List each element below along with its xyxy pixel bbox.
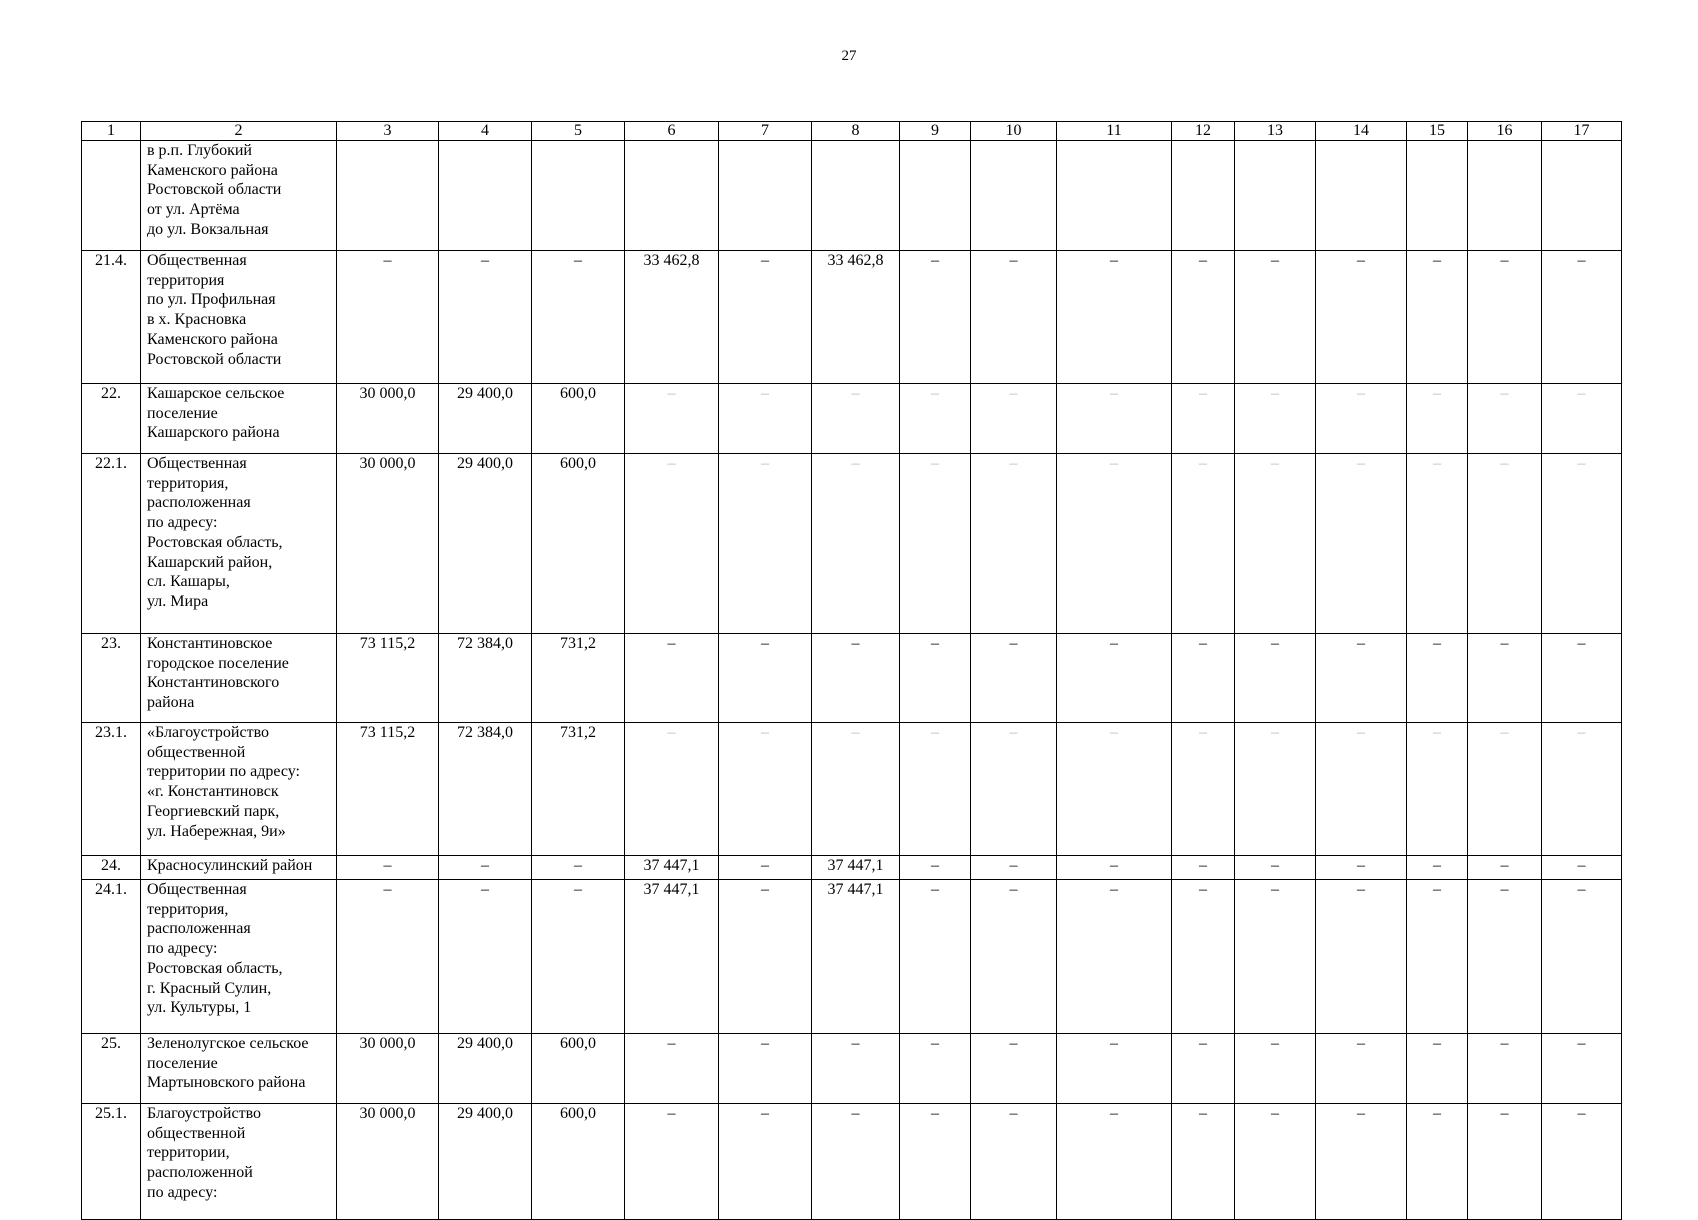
column-number-header: 10 — [971, 122, 1057, 141]
value-cell: – — [1316, 1034, 1407, 1104]
value-cell: – — [1235, 856, 1316, 880]
row-number-cell: 25. — [82, 1034, 141, 1104]
value-cell: 600,0 — [532, 454, 625, 634]
value-cell: – — [900, 251, 971, 384]
value-cell: – — [719, 1104, 812, 1220]
value-cell: – — [625, 384, 719, 454]
value-cell: – — [971, 251, 1057, 384]
value-cell: – — [439, 856, 532, 880]
value-cell: – — [900, 634, 971, 723]
value-cell — [1468, 141, 1542, 251]
value-cell: – — [719, 880, 812, 1034]
value-cell: – — [1468, 880, 1542, 1034]
value-cell: – — [1235, 454, 1316, 634]
value-cell: 37 447,1 — [625, 880, 719, 1034]
value-cell: 30 000,0 — [337, 1104, 439, 1220]
table-header-row — [82, 122, 1622, 141]
value-cell: – — [1407, 856, 1468, 880]
value-cell — [1172, 141, 1235, 251]
value-cell: – — [1172, 880, 1235, 1034]
value-cell: – — [1235, 1034, 1316, 1104]
value-cell: – — [812, 384, 900, 454]
page-number: 27 — [841, 48, 857, 64]
value-cell: – — [719, 634, 812, 723]
value-cell: – — [1057, 454, 1172, 634]
row-name-cell: Общественная территория по ул. Профильная в х. Красновка Каменского района Ростовской области — [141, 251, 337, 384]
value-cell: – — [1172, 1034, 1235, 1104]
value-cell: 600,0 — [532, 1034, 625, 1104]
value-cell: 72 384,0 — [439, 723, 532, 856]
column-number-header: 14 — [1316, 122, 1407, 141]
column-number-header: 13 — [1235, 122, 1316, 141]
value-cell — [1057, 141, 1172, 251]
value-cell: 73 115,2 — [337, 634, 439, 723]
value-cell: – — [1407, 1104, 1468, 1220]
value-cell: – — [1235, 634, 1316, 723]
value-cell: 73 115,2 — [337, 723, 439, 856]
value-cell: 29 400,0 — [439, 1104, 532, 1220]
value-cell: – — [1407, 880, 1468, 1034]
row-number-cell — [82, 141, 141, 251]
row-number-cell: 21.4. — [82, 251, 141, 384]
value-cell: – — [1057, 251, 1172, 384]
value-cell: – — [1057, 384, 1172, 454]
value-cell: – — [1172, 723, 1235, 856]
table-row — [82, 723, 1622, 856]
table-row — [82, 880, 1622, 1034]
row-name-cell: «Благоустройство общественной территории по адресу: «г. Константиновск Георгиевский парк, ул. Набережная, 9и» — [141, 723, 337, 856]
value-cell: – — [1316, 251, 1407, 384]
value-cell: – — [719, 723, 812, 856]
value-cell — [719, 141, 812, 251]
value-cell: – — [532, 251, 625, 384]
value-cell: – — [971, 723, 1057, 856]
value-cell: 600,0 — [532, 1104, 625, 1220]
value-cell — [1407, 141, 1468, 251]
value-cell: – — [900, 384, 971, 454]
value-cell: – — [971, 1104, 1057, 1220]
value-cell: – — [625, 1104, 719, 1220]
value-cell: – — [337, 880, 439, 1034]
value-cell: – — [1235, 880, 1316, 1034]
value-cell: – — [1316, 454, 1407, 634]
value-cell — [337, 141, 439, 251]
column-number-header: 8 — [812, 122, 900, 141]
row-number-cell: 25.1. — [82, 1104, 141, 1220]
value-cell: 29 400,0 — [439, 384, 532, 454]
value-cell: – — [1542, 1104, 1622, 1220]
column-number-header: 11 — [1057, 122, 1172, 141]
table-row — [82, 251, 1622, 384]
value-cell — [439, 141, 532, 251]
value-cell: – — [971, 880, 1057, 1034]
value-cell: – — [1316, 634, 1407, 723]
column-number-header: 4 — [439, 122, 532, 141]
value-cell: – — [1468, 251, 1542, 384]
row-number-cell: 22. — [82, 384, 141, 454]
value-cell: – — [625, 454, 719, 634]
row-number-cell: 24. — [82, 856, 141, 880]
table-row — [82, 1104, 1622, 1220]
row-name-cell: Благоустройство общественной территории, расположенной по адресу: — [141, 1104, 337, 1220]
value-cell: 33 462,8 — [812, 251, 900, 384]
value-cell: – — [900, 856, 971, 880]
value-cell: – — [1057, 880, 1172, 1034]
row-name-cell: Красносулинский район — [141, 856, 337, 880]
value-cell: – — [971, 454, 1057, 634]
table-row — [82, 141, 1622, 251]
value-cell: – — [1542, 856, 1622, 880]
value-cell — [625, 141, 719, 251]
value-cell: 30 000,0 — [337, 1034, 439, 1104]
value-cell: – — [1172, 856, 1235, 880]
value-cell: – — [1542, 454, 1622, 634]
value-cell — [971, 141, 1057, 251]
value-cell: – — [337, 251, 439, 384]
value-cell — [812, 141, 900, 251]
value-cell: – — [1407, 634, 1468, 723]
value-cell: – — [1468, 634, 1542, 723]
value-cell: – — [1316, 384, 1407, 454]
column-number-header: 3 — [337, 122, 439, 141]
value-cell: – — [1057, 723, 1172, 856]
value-cell: – — [1542, 880, 1622, 1034]
value-cell: – — [439, 251, 532, 384]
value-cell: – — [532, 880, 625, 1034]
value-cell: – — [1542, 1034, 1622, 1104]
value-cell: – — [971, 384, 1057, 454]
value-cell: – — [900, 1034, 971, 1104]
value-cell: – — [900, 1104, 971, 1220]
row-name-cell: Кашарское сельское поселение Кашарского района — [141, 384, 337, 454]
value-cell: – — [971, 1034, 1057, 1104]
table-row — [82, 634, 1622, 723]
value-cell: – — [1468, 1034, 1542, 1104]
value-cell: – — [1172, 454, 1235, 634]
value-cell: – — [337, 856, 439, 880]
value-cell: 29 400,0 — [439, 454, 532, 634]
value-cell: – — [1172, 1104, 1235, 1220]
value-cell: – — [1235, 1104, 1316, 1220]
value-cell: – — [1468, 384, 1542, 454]
row-name-cell: Общественная территория, расположенная по адресу: Ростовская область, Кашарский район, сл. Кашары, ул. Мира — [141, 454, 337, 634]
value-cell: – — [1542, 634, 1622, 723]
value-cell: – — [1316, 1104, 1407, 1220]
value-cell: – — [1407, 454, 1468, 634]
value-cell: – — [971, 856, 1057, 880]
value-cell — [1316, 141, 1407, 251]
value-cell: – — [1235, 384, 1316, 454]
value-cell: 37 447,1 — [812, 880, 900, 1034]
value-cell — [1235, 141, 1316, 251]
value-cell: – — [1235, 723, 1316, 856]
value-cell: – — [439, 880, 532, 1034]
value-cell: – — [532, 856, 625, 880]
column-number-header: 6 — [625, 122, 719, 141]
value-cell — [900, 141, 971, 251]
column-number-header: 1 — [82, 122, 141, 141]
value-cell: 37 447,1 — [812, 856, 900, 880]
column-number-header: 16 — [1468, 122, 1542, 141]
value-cell: – — [625, 1034, 719, 1104]
row-number-cell: 22.1. — [82, 454, 141, 634]
value-cell: – — [1407, 723, 1468, 856]
value-cell: – — [719, 454, 812, 634]
value-cell: 72 384,0 — [439, 634, 532, 723]
value-cell: – — [1057, 856, 1172, 880]
value-cell: – — [1407, 384, 1468, 454]
column-number-header: 15 — [1407, 122, 1468, 141]
value-cell: – — [1407, 1034, 1468, 1104]
value-cell: – — [1316, 856, 1407, 880]
value-cell: – — [1316, 723, 1407, 856]
row-name-cell: Константиновское городское поселение Константиновского района — [141, 634, 337, 723]
value-cell: 37 447,1 — [625, 856, 719, 880]
value-cell: – — [1468, 723, 1542, 856]
column-number-header: 17 — [1542, 122, 1622, 141]
budget-table — [81, 121, 1622, 1220]
value-cell: – — [1542, 384, 1622, 454]
value-cell: – — [1172, 384, 1235, 454]
value-cell: 29 400,0 — [439, 1034, 532, 1104]
value-cell: – — [812, 723, 900, 856]
column-number-header: 5 — [532, 122, 625, 141]
value-cell: – — [1057, 1104, 1172, 1220]
row-name-cell: в р.п. Глубокий Каменского района Ростовской области от ул. Артёма до ул. Вокзальная — [141, 141, 337, 251]
row-name-cell: Зеленолугское сельское поселение Мартыновского района — [141, 1034, 337, 1104]
value-cell: – — [971, 634, 1057, 723]
row-number-cell: 23.1. — [82, 723, 141, 856]
value-cell: – — [625, 634, 719, 723]
value-cell: 30 000,0 — [337, 384, 439, 454]
row-name-cell: Общественная территория, расположенная по адресу: Ростовская область, г. Красный Сулин, ул. Культуры, 1 — [141, 880, 337, 1034]
value-cell: – — [1468, 856, 1542, 880]
value-cell: – — [1172, 251, 1235, 384]
value-cell: – — [719, 384, 812, 454]
value-cell: – — [900, 454, 971, 634]
value-cell: 731,2 — [532, 723, 625, 856]
column-number-header: 12 — [1172, 122, 1235, 141]
table-row — [82, 1034, 1622, 1104]
table-row — [82, 384, 1622, 454]
value-cell: – — [719, 1034, 812, 1104]
value-cell: – — [719, 856, 812, 880]
table-row — [82, 454, 1622, 634]
value-cell: – — [1542, 723, 1622, 856]
value-cell: – — [812, 454, 900, 634]
value-cell: – — [1316, 880, 1407, 1034]
value-cell: – — [1235, 251, 1316, 384]
column-number-header: 9 — [900, 122, 971, 141]
value-cell: – — [1468, 1104, 1542, 1220]
value-cell: – — [1542, 251, 1622, 384]
value-cell: 731,2 — [532, 634, 625, 723]
value-cell: – — [1057, 1034, 1172, 1104]
value-cell: – — [1468, 454, 1542, 634]
value-cell: – — [812, 634, 900, 723]
column-number-header: 2 — [141, 122, 337, 141]
value-cell: – — [1407, 251, 1468, 384]
column-number-header: 7 — [719, 122, 812, 141]
row-number-cell: 23. — [82, 634, 141, 723]
value-cell: – — [812, 1034, 900, 1104]
value-cell: 33 462,8 — [625, 251, 719, 384]
value-cell: – — [1057, 634, 1172, 723]
value-cell: – — [625, 723, 719, 856]
value-cell: – — [1172, 634, 1235, 723]
value-cell: 600,0 — [532, 384, 625, 454]
value-cell: – — [900, 723, 971, 856]
value-cell: – — [812, 1104, 900, 1220]
row-number-cell: 24.1. — [82, 880, 141, 1034]
table-row — [82, 856, 1622, 880]
value-cell — [1542, 141, 1622, 251]
value-cell — [532, 141, 625, 251]
value-cell: 30 000,0 — [337, 454, 439, 634]
value-cell: – — [900, 880, 971, 1034]
value-cell: – — [719, 251, 812, 384]
